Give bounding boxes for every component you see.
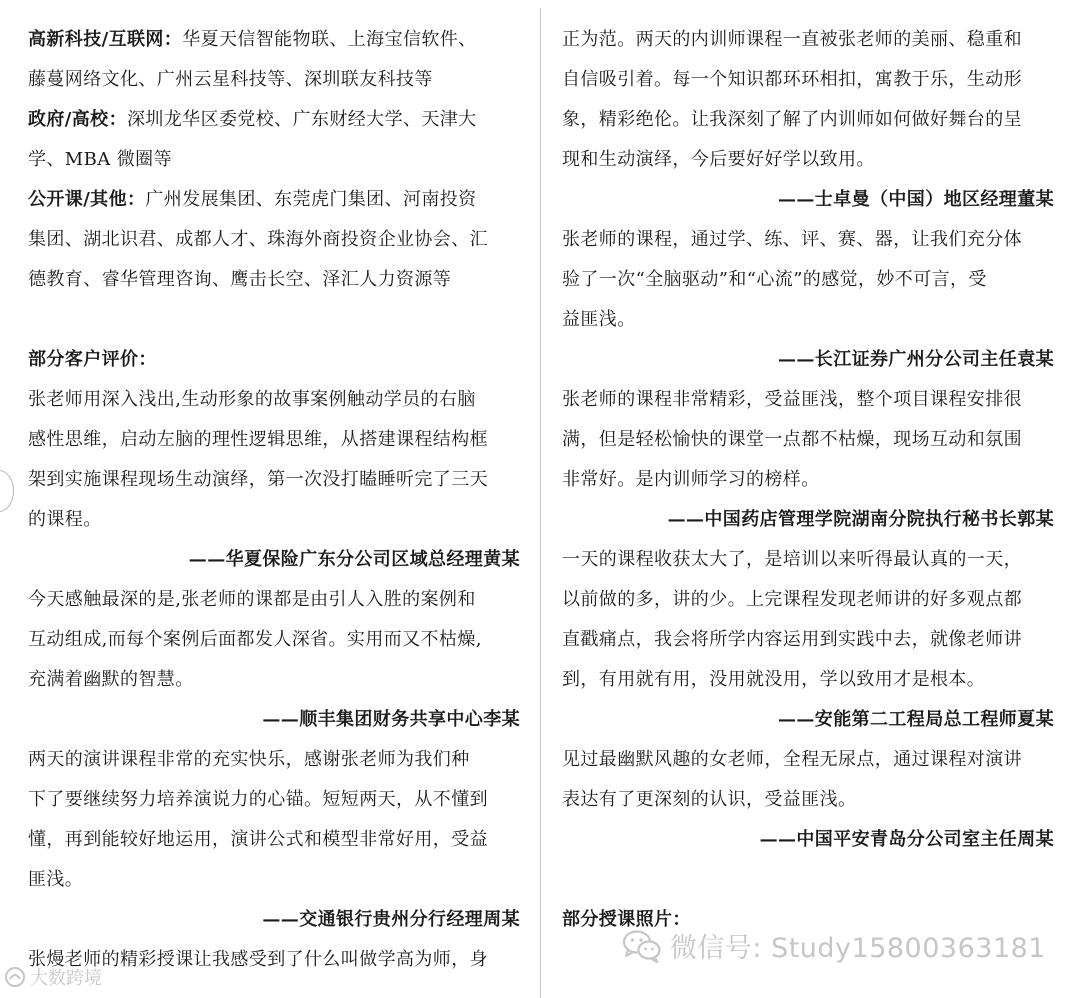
review-line: 正为范。两天的内训师课程一直被张老师的美丽、稳重和 bbox=[562, 29, 1022, 50]
client-line bbox=[28, 220, 520, 260]
review-block bbox=[562, 20, 1054, 220]
review-line: 直戳痛点，我会将所学内容运用到实践中去，就像老师讲 bbox=[562, 629, 1022, 650]
review-line: 现和生动演绎，今后要好好学以致用。 bbox=[562, 149, 875, 170]
corner-logo bbox=[4, 964, 102, 990]
review-line: 张熳老师的精彩授课让我感受到了什么叫做学高为师，身 bbox=[28, 949, 488, 970]
review-line: 益匪浅。 bbox=[562, 309, 636, 330]
review-line: 一天的课程收获太大了，是培训以来听得最认真的一天， bbox=[562, 549, 1022, 570]
review-signature: ——顺丰集团财务共享中心李某 bbox=[262, 709, 520, 730]
client-names: 德教育、睿华管理咨询、鹰击长空、泽汇人力资源等 bbox=[28, 269, 452, 290]
review-line: 下了要继续努力培养演说力的心锚。短短两天，从不懂到 bbox=[28, 789, 488, 810]
review-line: 的课程。 bbox=[28, 509, 102, 530]
review-block bbox=[28, 380, 520, 580]
review-line: 以前做的多，讲的少。上完课程发现老师讲的好多观点都 bbox=[562, 589, 1022, 610]
logo-text: 大数跨境 bbox=[30, 968, 102, 989]
review-line: 满，但是轻松愉快的课堂一点都不枯燥，现场互动和氛围 bbox=[562, 429, 1022, 450]
review-line: 匪浅。 bbox=[28, 869, 84, 890]
client-category-label: 公开课/其他： bbox=[28, 189, 146, 210]
photos-title: 部分授课照片： bbox=[562, 909, 691, 930]
review-line: 验了一次“全脑驱动”和“心流”的感觉，妙不可言，受 bbox=[562, 269, 987, 290]
review-line: 互动组成,而每个案例后面都发人深省。实用而又不枯燥, bbox=[28, 629, 482, 650]
review-line: 象，精彩绝伦。让我深刻了解了内训师如何做好舞台的呈 bbox=[562, 109, 1022, 130]
review-line: 非常好。是内训师学习的榜样。 bbox=[562, 469, 820, 490]
review-line: 充满着幽默的智慧。 bbox=[28, 669, 194, 690]
client-line bbox=[28, 140, 520, 180]
client-line bbox=[28, 60, 520, 100]
client-line bbox=[28, 180, 520, 220]
client-names: 藤蔓网络文化、广州云星科技等、深圳联友科技等 bbox=[28, 69, 433, 90]
client-list bbox=[28, 20, 520, 300]
review-signature: ——长江证券广州分公司主任袁某 bbox=[778, 349, 1054, 370]
right-column bbox=[540, 0, 1080, 998]
client-names: 深圳龙华区委党校、广东财经大学、天津大 bbox=[126, 109, 477, 130]
review-signature: ——安能第二工程局总工程师夏某 bbox=[778, 709, 1054, 730]
review-line: 架到实施课程现场生动演绎，第一次没打瞌睡听完了三天 bbox=[28, 469, 488, 490]
review-block bbox=[562, 740, 1054, 860]
review-block bbox=[28, 740, 520, 940]
review-line: 自信吸引着。每一个知识都环环相扣，寓教于乐，生动形 bbox=[562, 69, 1022, 90]
client-names: 广州发展集团、东莞虎门集团、河南投资 bbox=[145, 189, 477, 210]
review-block bbox=[562, 540, 1054, 740]
review-signature: ——中国平安青岛分公司室主任周某 bbox=[759, 829, 1054, 850]
review-block bbox=[28, 580, 520, 740]
client-line bbox=[28, 260, 520, 300]
review-block bbox=[562, 220, 1054, 380]
review-line: 今天感触最深的是,张老师的课都是由引人入胜的案例和 bbox=[28, 589, 476, 610]
review-signature: ——士卓曼（中国）地区经理董某 bbox=[778, 189, 1054, 210]
client-names: 集团、湖北识君、成都人才、珠海外商投资企业协会、汇 bbox=[28, 229, 488, 250]
review-line: 两天的演讲课程非常的充实快乐，感谢张老师为我们种 bbox=[28, 749, 470, 770]
spacer bbox=[562, 860, 1054, 900]
review-line: 懂，再到能较好地运用，演讲公式和模型非常好用，受益 bbox=[28, 829, 488, 850]
review-line: 张老师用深入浅出,生动形象的故事案例触动学员的右脑 bbox=[28, 389, 476, 410]
review-line: 张老师的课程非常精彩，受益匪浅，整个项目课程安排很 bbox=[562, 389, 1022, 410]
client-category-label: 高新科技/互联网： bbox=[28, 29, 183, 50]
review-line: 见过最幽默风趣的女老师，全程无尿点，通过课程对演讲 bbox=[562, 749, 1022, 770]
review-signature: ——中国药店管理学院湖南分院执行秘书长郭某 bbox=[667, 509, 1054, 530]
client-names: 华夏天信智能物联、上海宝信软件、 bbox=[182, 29, 477, 50]
client-line bbox=[28, 100, 520, 140]
review-line: 到，有用就有用，没用就没用，学以致用才是根本。 bbox=[562, 669, 986, 690]
client-line bbox=[28, 20, 520, 60]
review-signature: ——华夏保险广东分公司区域总经理黄某 bbox=[188, 549, 520, 570]
spacer bbox=[28, 300, 520, 340]
reviews-title: 部分客户评价： bbox=[28, 349, 157, 370]
review-line: 张老师的课程，通过学、练、评、赛、器，让我们充分体 bbox=[562, 229, 1022, 250]
review-block bbox=[562, 380, 1054, 540]
logo-icon bbox=[4, 966, 26, 988]
wechat-watermark bbox=[622, 926, 1046, 965]
review-line: 表达有了更深刻的认识，受益匪浅。 bbox=[562, 789, 857, 810]
review-signature: ——交通银行贵州分行经理周某 bbox=[262, 909, 520, 930]
watermark-text: 微信号: Study15800363181 bbox=[669, 933, 1046, 964]
review-line: 感性思维，启动左脑的理性逻辑思维，从搭建课程结构框 bbox=[28, 429, 488, 450]
wechat-icon bbox=[622, 929, 662, 963]
client-names: 学、MBA 微圈等 bbox=[28, 149, 172, 170]
client-category-label: 政府/高校： bbox=[28, 109, 127, 130]
